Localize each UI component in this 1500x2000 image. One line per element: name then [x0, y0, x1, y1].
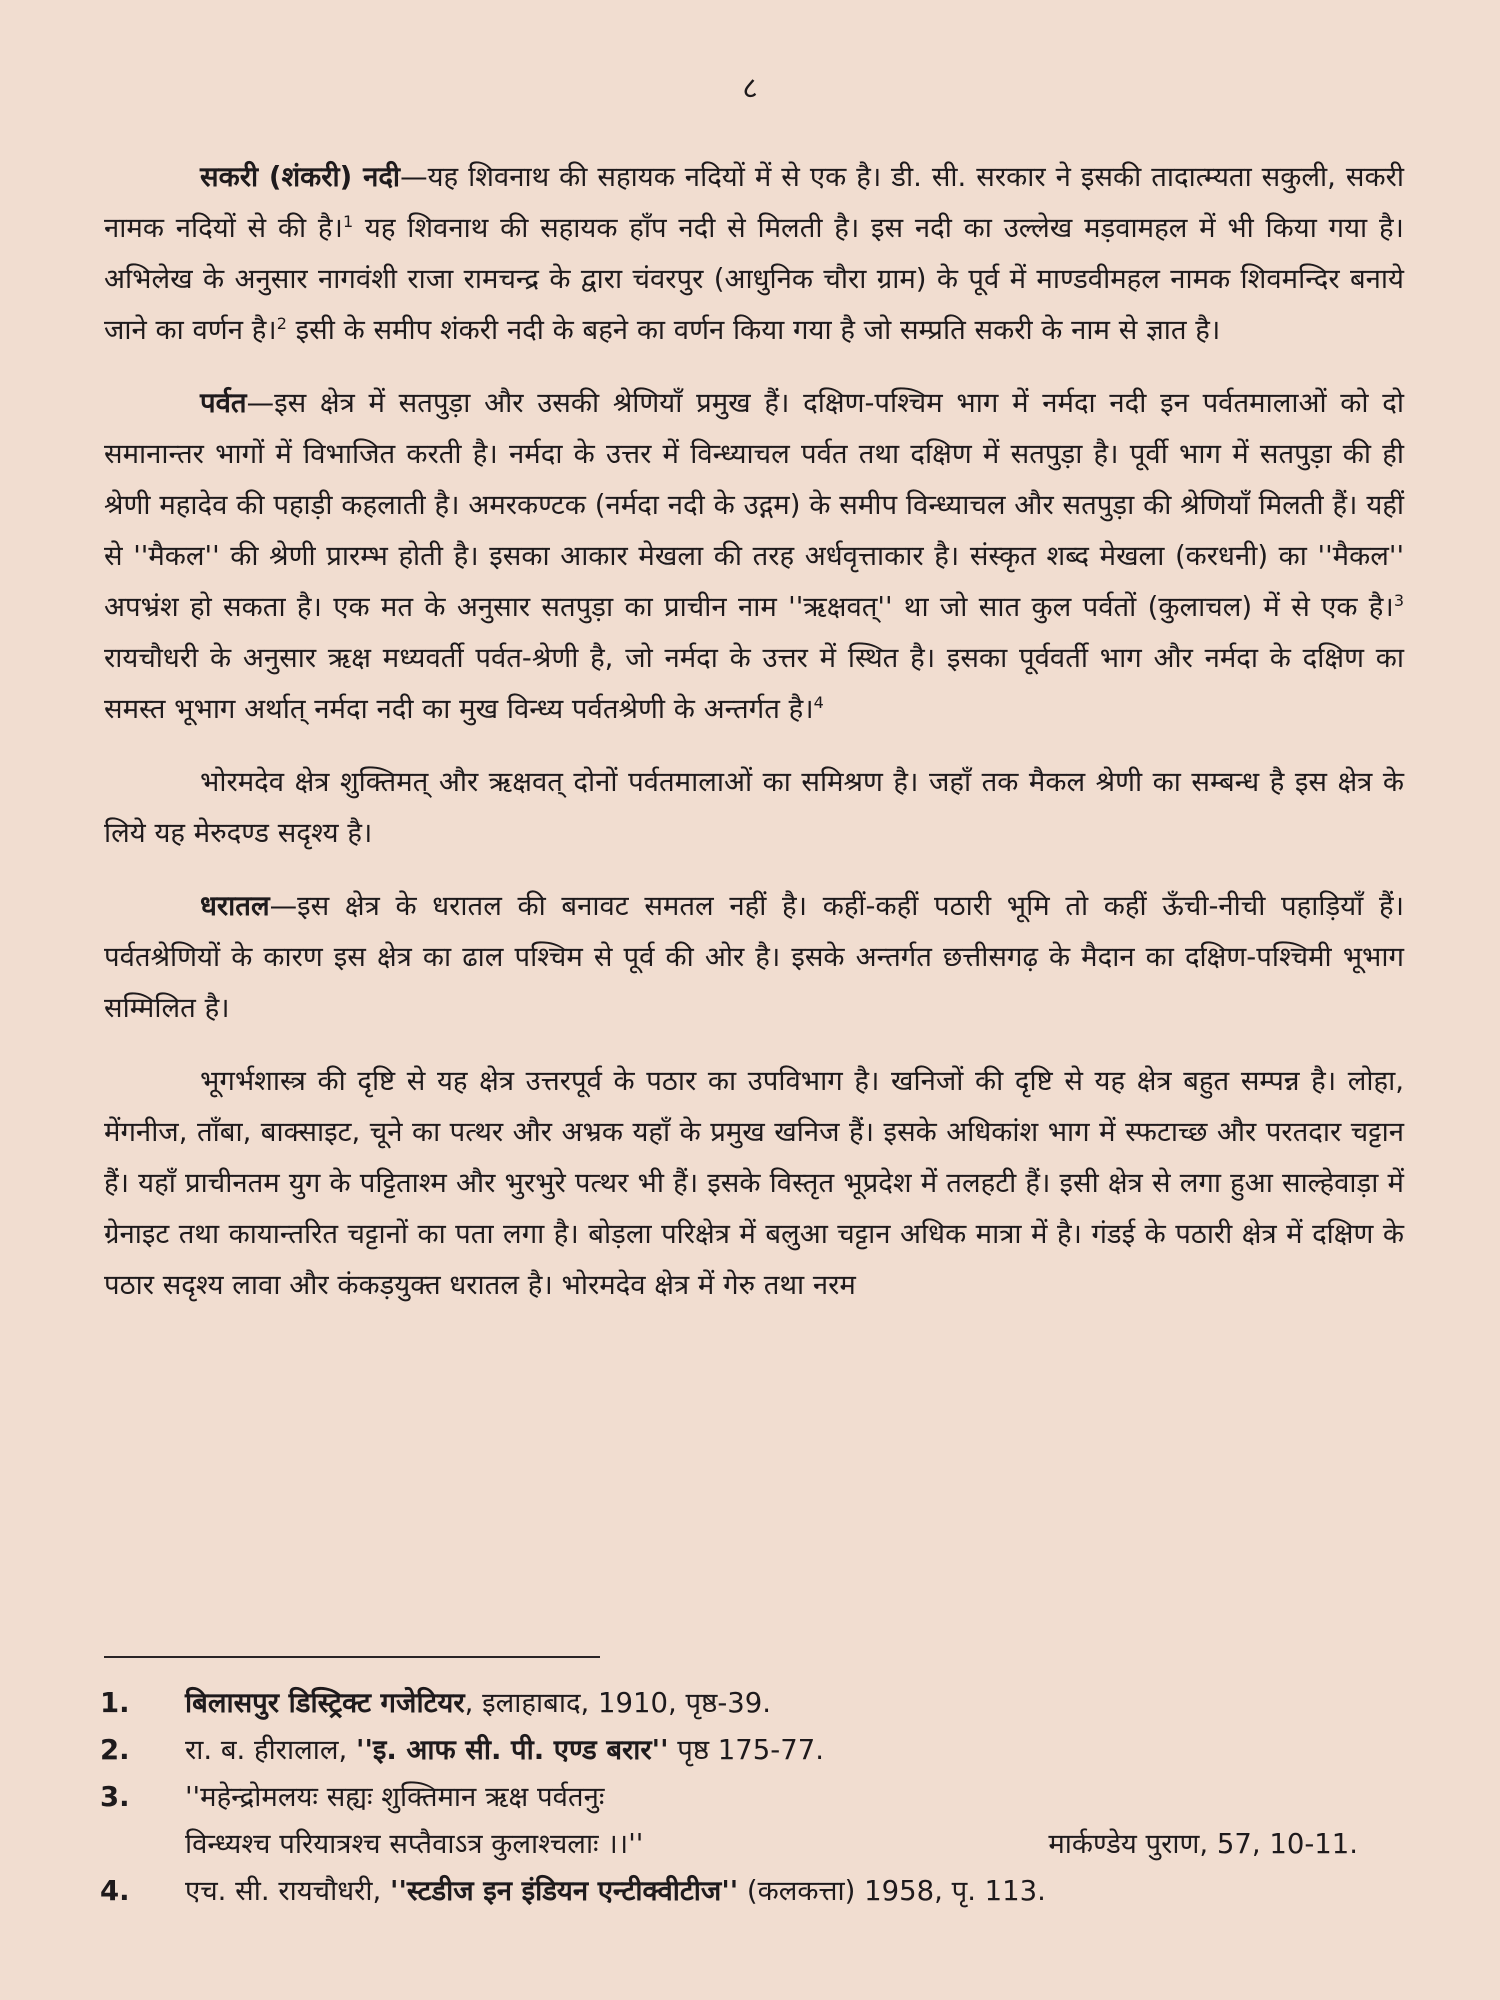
footnote-source: मार्कण्डेय पुराण, 57, 10-11.	[1048, 1828, 1358, 1860]
footnote-text: विन्ध्यश्च परियात्रश्च सप्तैवाऽत्र कुलाश्चलाः ।।''	[185, 1828, 644, 1860]
footnote	[100, 1774, 1420, 1821]
footnote	[100, 1680, 1420, 1727]
footnote-verse	[100, 1821, 1420, 1868]
footnote-ref[interactable]: 1	[342, 211, 354, 231]
paragraph	[104, 378, 1404, 735]
paragraph-text: भूगर्भशास्त्र की दृष्टि से यह क्षेत्र उत्तरपूर्व के पठार का उपविभाग है। खनिजों की दृष्टि से यह क्षेत्र बहुत सम्पन्न है। लोहा, मेंगनीज, ताँबा, बाक्साइट, चूने का पत्थर और अभ्रक यहाँ के प्रमुख खनिज हैं। इसके अधिकांश भाग में स्फटाच्छ और परतदार चट्टान हैं। यहाँ प्राचीनतम युग के पट्टिताश्म और भुरभुरे पत्थर भी हैं। इसके विस्तृत भूप्रदेश में तलहटी हैं। इसी क्षेत्र से लगा हुआ साल्हेवाड़ा में ग्रेनाइट तथा कायान्तरित चट्टानों का पता लगा है। बोड़ला परिक्षेत्र में बलुआ चट्टान अधिक मात्रा में है। गंडई के पठारी क्षेत्र में दक्षिण के पठार सदृश्य लावा और कंकड़युक्त धरातल है। भोरमदेव क्षेत्र में गेरु तथा नरम	[104, 1065, 1404, 1301]
paragraph-text: यह शिवनाथ की सहायक हाँप नदी से मिलती है। इस नदी का उल्लेख मड़वामहल में भी किया गया है। अभिलेख के अनुसार नागवंशी राजा रामचन्द्र के द्वारा चंवरपुर (आधुनिक चौरा ग्राम) के पूर्व में माण्डवीमहल नामक शिवमन्दिर बनाये जाने का वर्णन है।	[104, 212, 1404, 346]
footnote-text: ''महेन्द्रोमलयः सह्यः शुक्तिमान ऋक्ष पर्वतनुः	[185, 1781, 605, 1813]
footnote-text: , इलाहाबाद, 1910, पृष्ठ-39.	[464, 1687, 771, 1719]
section-heading: धरातल	[200, 890, 270, 922]
paragraph	[104, 757, 1404, 859]
footnote-text: पृष्ठ 175-77.	[668, 1734, 824, 1766]
paragraph-text: —इस क्षेत्र में सतपुड़ा और उसकी श्रेणियाँ प्रमुख हैं। दक्षिण-पश्चिम भाग में नर्मदा नदी इन पर्वतमालाओं को दो समानान्तर भागों में विभाजित करती है। नर्मदा के उत्तर में विन्ध्याचल पर्वत तथा दक्षिण में सतपुड़ा है। पूर्वी भाग में सतपुड़ा की ही श्रेणी महादेव की पहाड़ी कहलाती है। अमरकण्टक (नर्मदा नदी के उद्गम) के समीप विन्ध्याचल और सतपुड़ा की श्रेणियाँ मिलती हैं। यहीं से ''मैकल'' की श्रेणी प्रारम्भ होती है। इसका आकार मेखला की तरह अर्धवृत्ताकार है। संस्कृत शब्द मेखला (करधनी) का ''मैकल'' अपभ्रंश हो सकता है। एक मत के अनुसार सतपुड़ा का प्राचीन नाम ''ऋक्षवत्'' था जो सात कुल पर्वतों (कुलाचल) में से एक है।	[104, 387, 1404, 623]
footnote	[100, 1868, 1420, 1915]
footnote-text: (कलकत्ता) 1958, पृ. 113.	[738, 1875, 1046, 1907]
paragraph-text: रायचौधरी के अनुसार ऋक्ष मध्यवर्ती पर्वत-श्रेणी है, जो नर्मदा के उत्तर में स्थित है। इसका पूर्ववर्ती भाग और नर्मदा के दक्षिण का समस्त भूभाग अर्थात् नर्मदा नदी का मुख विन्ध्य पर्वतश्रेणी के अन्तर्गत है।	[104, 642, 1404, 725]
paragraph	[104, 881, 1404, 1034]
paragraph-text: —इस क्षेत्र के धरातल की बनावट समतल नहीं है। कहीं-कहीं पठारी भूमि तो कहीं ऊँची-नीची पहाड़ियाँ हैं। पर्वतश्रेणियों के कारण इस क्षेत्र का ढाल पश्चिम से पूर्व की ओर है। इसके अन्तर्गत छत्तीसगढ़ के मैदान का दक्षिण-पश्चिमी भूभाग सम्मिलित है।	[104, 890, 1404, 1024]
section-heading: सकरी (शंकरी) नदी	[200, 161, 401, 193]
paragraph-text: इसी के समीप शंकरी नदी के बहने का वर्णन किया गया है जो सम्प्रति सकरी के नाम से ज्ञात है।	[286, 314, 1221, 346]
footnote-text: रा. ब. हीरालाल,	[185, 1734, 357, 1766]
footnote-title: ''स्टडीज इन इंडियन एन्टीक्वीटीज''	[390, 1875, 739, 1907]
paragraph	[104, 152, 1404, 356]
paragraph	[104, 1056, 1404, 1311]
footnote-divider	[104, 1656, 600, 1658]
footnote-title: बिलासपुर डिस्ट्रिक्ट गजेटियर	[185, 1687, 465, 1719]
footnote-number: 1.	[100, 1687, 130, 1719]
body-text	[104, 152, 1404, 1333]
footnote	[100, 1727, 1420, 1774]
footnote-ref[interactable]: 3	[1393, 590, 1404, 610]
page-number: ८	[742, 71, 758, 106]
footnote-ref[interactable]: 2	[276, 313, 287, 333]
footnotes	[100, 1680, 1420, 1915]
section-heading: पर्वत	[200, 387, 247, 419]
footnote-title: ''इ. आफ सी. पी. एण्ड बरार''	[356, 1734, 669, 1766]
footnote-number: 2.	[100, 1734, 130, 1766]
footnote-ref[interactable]: 4	[813, 692, 824, 712]
footnote-text: एच. सी. रायचौधरी,	[185, 1875, 391, 1907]
paragraph-text: —यह शिवनाथ की सहायक नदियों में से एक है। डी. सी. सरकार ने इसकी तादात्म्यता सकुली, सकरी नामक नदियों से की है।	[104, 161, 1404, 244]
footnote-number: 3.	[100, 1781, 130, 1813]
footnote-number: 4.	[100, 1875, 130, 1907]
paragraph-text: भोरमदेव क्षेत्र शुक्तिमत् और ऋक्षवत् दोनों पर्वतमालाओं का समिश्रण है। जहाँ तक मैकल श्रेणी का सम्बन्ध है इस क्षेत्र के लिये यह मेरुदण्ड सदृश्य है।	[104, 766, 1404, 849]
